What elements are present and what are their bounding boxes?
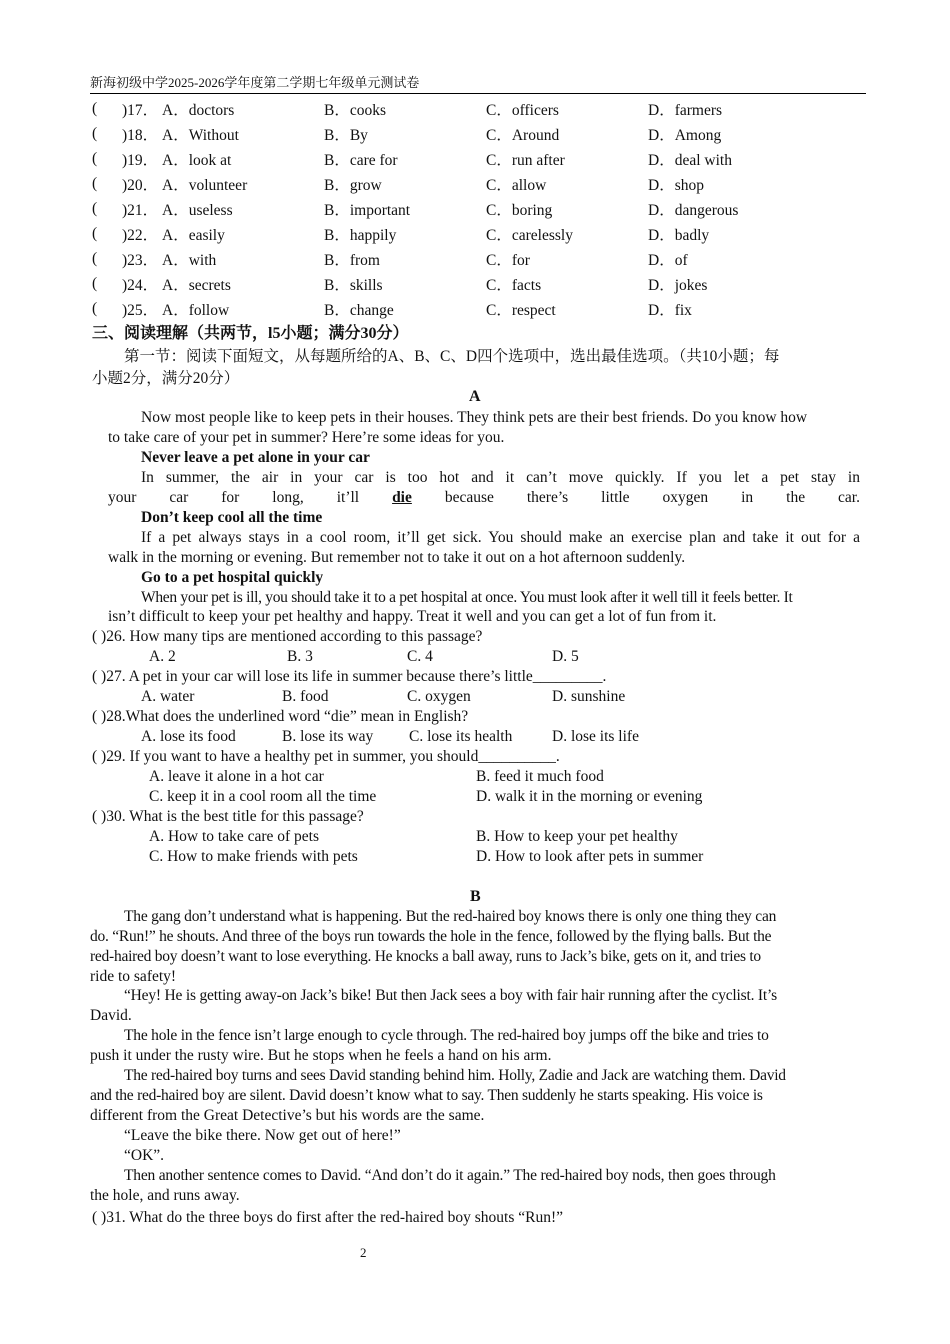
- answer-paren: (: [92, 99, 98, 117]
- cloze-options-table: [92, 96, 872, 321]
- option-a: A．look at: [162, 151, 232, 169]
- page-header: 新海初级中学2025-2026学年度第二学期七年级单元测试卷: [90, 72, 866, 94]
- answer-paren: (: [92, 149, 98, 167]
- option-b: B．important: [324, 201, 411, 219]
- option-d: D．fix: [648, 301, 692, 319]
- option-b: B．grow: [324, 176, 382, 194]
- answer-paren: (: [92, 124, 98, 142]
- tip-text-1-cont: [108, 489, 860, 507]
- passage-b-p1-l3: red-haired boy doesn’t want to lose everything. He knocks a ball away, runs to Jack’s bike, gets on it, and tries to: [90, 948, 761, 965]
- option-b: B．care for: [324, 151, 398, 169]
- option-row: [92, 221, 872, 246]
- q28-option-d: D. lose its life: [552, 728, 639, 745]
- q27-option-d: D. sunshine: [552, 688, 626, 705]
- option-row: [92, 271, 872, 296]
- option-a: A．follow: [162, 301, 230, 319]
- tip-heading-3: Go to a pet hospital quickly: [141, 569, 324, 586]
- question-number: )19．: [122, 151, 159, 169]
- q26-option-d: D. 5: [552, 648, 579, 665]
- option-c: C．Around: [486, 126, 560, 144]
- q29-option-a: A. leave it alone in a hot car: [149, 768, 324, 785]
- question-28: ( )28.What does the underlined word “die” mean in English?: [92, 708, 469, 725]
- option-a: A．volunteer: [162, 176, 248, 194]
- q27-option-a: A. water: [141, 688, 195, 705]
- passage-b-p2-l2: David.: [90, 1007, 132, 1024]
- passage-b-p3-l2: push it under the rusty wire. But he stops when he feels a hand on his arm.: [90, 1047, 552, 1064]
- answer-paren: (: [92, 299, 98, 317]
- tip-text-3: When your pet is ill, you should take it to a pet hospital at once. You must look after it well till it feels better. It: [141, 589, 793, 606]
- passage-b-p4: The red-haired boy turns and sees David standing behind him. Holly, Zadie and Jack are watching them. David: [124, 1067, 786, 1084]
- passage-b-p7-l2: the hole, and runs away.: [90, 1187, 240, 1204]
- passage-b-p4-l2: and the red-haired boy are silent. David doesn’t know what to say. Then suddenly he starts speaking. His voice is: [90, 1087, 763, 1104]
- tip-text-2: If a pet always stays in a cool room, it’ll get sick. You should make an exercise plan and take it out for a: [141, 529, 860, 546]
- passage-b-p3: The hole in the fence isn’t large enough to cycle through. The red-haired boy jumps off the bike and tries to: [124, 1027, 769, 1044]
- option-row: [92, 96, 872, 121]
- option-d: D．shop: [648, 176, 704, 194]
- q26-option-a: A. 2: [149, 648, 176, 665]
- option-c: C．boring: [486, 201, 553, 219]
- passage-b-p2: “Hey! He is getting away-on Jack’s bike! But then Jack sees a boy with fair hair running after the cyclist. It’s: [124, 987, 777, 1004]
- q29-option-d: D. walk it in the morning or evening: [476, 788, 703, 805]
- question-number: )21．: [122, 201, 159, 219]
- passage-a-intro: Now most people like to keep pets in their houses. They think pets are their best friends. Do you know how: [141, 409, 808, 426]
- q26-option-b: B. 3: [287, 648, 313, 665]
- option-c: C．run after: [486, 151, 565, 169]
- tip-text-2-cont: walk in the morning or evening. But remember not to take it out on a hot afternoon suddenly.: [108, 549, 686, 566]
- option-row: [92, 146, 872, 171]
- question-number: )24．: [122, 276, 159, 294]
- option-b: B．change: [324, 301, 394, 319]
- option-b: B．skills: [324, 276, 383, 294]
- question-26: ( )26. How many tips are mentioned according to this passage?: [92, 628, 483, 645]
- option-b: B．By: [324, 126, 368, 144]
- question-31: ( )31. What do the three boys do first after the red-haired boy shouts “Run!”: [92, 1209, 564, 1226]
- option-a: A．Without: [162, 126, 239, 144]
- option-c: C．carelessly: [486, 226, 573, 244]
- option-a: A．secrets: [162, 276, 231, 294]
- q29-option-c: C. keep it in a cool room all the time: [149, 788, 377, 805]
- q30-option-d: D. How to look after pets in summer: [476, 848, 704, 865]
- question-number: )18．: [122, 126, 159, 144]
- page-number: 2: [360, 1245, 367, 1260]
- tip-heading-1: Never leave a pet alone in your car: [141, 449, 370, 466]
- tip-text-1-part: your car for long, it’ll: [108, 489, 393, 506]
- tip-text-1: In summer, the air in your car is too hot and it can’t move quickly. If you let a pet stay in: [141, 469, 860, 486]
- option-row: [92, 121, 872, 146]
- option-a: A．useless: [162, 201, 233, 219]
- passage-b-p5: “Leave the bike there. Now get out of here!”: [124, 1127, 401, 1144]
- option-a: A．with: [162, 251, 217, 269]
- option-c: C．officers: [486, 101, 559, 119]
- question-number: )25．: [122, 301, 159, 319]
- q30-option-c: C. How to make friends with pets: [149, 848, 358, 865]
- passage-b-p6: “OK”.: [124, 1147, 165, 1164]
- tip-heading-2: Don’t keep cool all the time: [141, 509, 323, 526]
- option-d: D．of: [648, 251, 688, 269]
- q27-option-b: B. food: [282, 688, 329, 705]
- option-row: [92, 196, 872, 221]
- q27-option-c: C. oxygen: [407, 688, 471, 705]
- question-27: ( )27. A pet in your car will lose its life in summer because there’s little_________.: [92, 668, 607, 685]
- passage-b-p4-l3: different from the Great Detective’s but his words are the same.: [90, 1107, 485, 1124]
- option-row: [92, 246, 872, 271]
- section-title: 三、阅读理解（共两节，l5小题；满分30分）: [92, 325, 409, 342]
- option-c: C．respect: [486, 301, 556, 319]
- question-number: )20．: [122, 176, 159, 194]
- question-29: ( )29. If you want to have a healthy pet in summer, you should__________.: [92, 748, 560, 765]
- answer-paren: (: [92, 274, 98, 292]
- question-number: )17．: [122, 101, 159, 119]
- option-c: C．facts: [486, 276, 542, 294]
- option-d: D．dangerous: [648, 201, 739, 219]
- option-d: D．Among: [648, 126, 722, 144]
- option-d: D．farmers: [648, 101, 723, 119]
- option-a: A．easily: [162, 226, 225, 244]
- option-c: C．for: [486, 251, 530, 269]
- underlined-word-die: die: [392, 489, 412, 506]
- option-d: D．badly: [648, 226, 710, 244]
- option-b: B．from: [324, 251, 380, 269]
- answer-paren: (: [92, 199, 98, 217]
- option-a: A．doctors: [162, 101, 235, 119]
- answer-paren: (: [92, 249, 98, 267]
- option-b: B．cooks: [324, 101, 387, 119]
- passage-b-p1-l2: do. “Run!” he shouts. And three of the boys run towards the hole in the fence, followed by the flying balls. But the: [90, 928, 772, 945]
- q30-option-a: A. How to take care of pets: [149, 828, 320, 845]
- option-c: C．allow: [486, 176, 547, 194]
- passage-a-label: A: [469, 388, 481, 405]
- question-30: ( )30. What is the best title for this passage?: [92, 808, 364, 825]
- option-d: D．deal with: [648, 151, 732, 169]
- q28-option-b: B. lose its way: [282, 728, 374, 745]
- section-instruction: 第一节：阅读下面短文，从每题所给的A、B、C、D四个选项中，选出最佳选项。（共10小题；每: [124, 348, 780, 365]
- option-b: B．happily: [324, 226, 397, 244]
- answer-paren: (: [92, 224, 98, 242]
- answer-paren: (: [92, 174, 98, 192]
- passage-b-label: B: [470, 888, 481, 905]
- q29-option-b: B. feed it much food: [476, 768, 604, 785]
- q28-option-c: C. lose its health: [409, 728, 513, 745]
- option-row: [92, 296, 872, 321]
- q28-option-a: A. lose its food: [141, 728, 236, 745]
- passage-b-p1: The gang don’t understand what is happening. But the red-haired boy knows there is only one thing they can: [124, 908, 777, 925]
- tip-text-1-part-end: because there’s little oxygen in the car.: [411, 489, 860, 506]
- option-d: D．jokes: [648, 276, 708, 294]
- q30-option-b: B. How to keep your pet healthy: [476, 828, 678, 845]
- passage-b-p7: Then another sentence comes to David. “And don’t do it again.” The red-haired boy nods, then goes through: [124, 1167, 776, 1184]
- tip-text-3-cont: isn’t difficult to keep your pet healthy and happy. Treat it well and you can get a lot of fun from it.: [108, 608, 717, 625]
- option-row: [92, 171, 872, 196]
- question-number: )22．: [122, 226, 159, 244]
- passage-b-p1-l4: ride to safety!: [90, 968, 177, 985]
- section-instruction-cont: 小题2分，满分20分）: [92, 370, 240, 387]
- passage-a-intro-cont: to take care of your pet in summer? Here’re some ideas for you.: [108, 429, 505, 446]
- question-number: )23．: [122, 251, 159, 269]
- q26-option-c: C. 4: [407, 648, 433, 665]
